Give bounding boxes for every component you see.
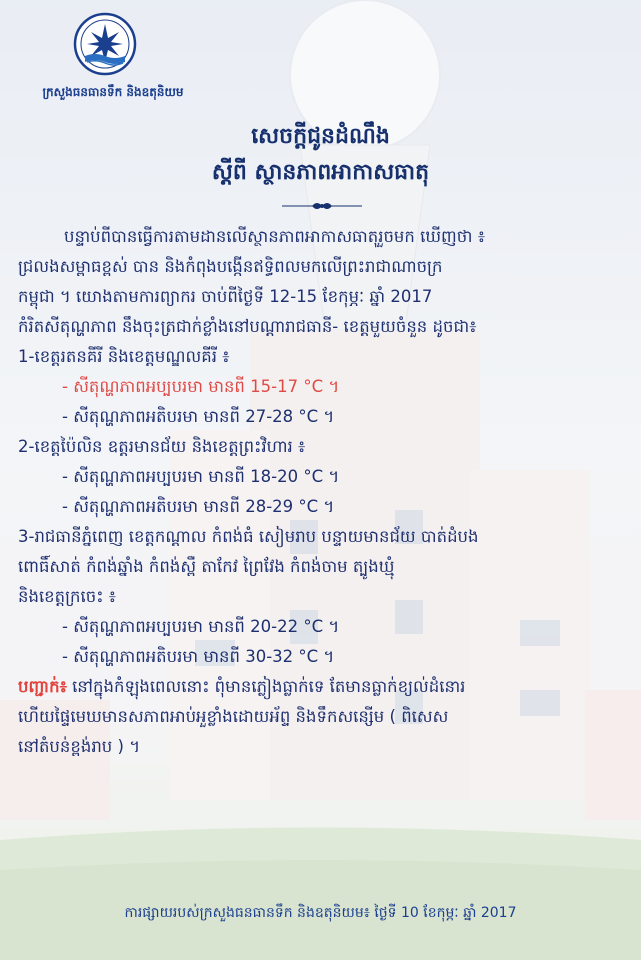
divider-ornament-icon (282, 200, 362, 212)
temperature-item: - សីតុណ្ហភាពអប្បបរមា មានពី 18-20 °C ។ (62, 467, 340, 486)
temperature-item: - សីតុណ្ហភាពអតិបរមា មានពី 30-32 °C ។ (62, 647, 335, 666)
group-heading: 3-រាជធានីភ្នំពេញ ខេត្តកណ្តាល កំពង់ធំ សៀមរាប បន្ទាយមានជ័យ បាត់ដំបង (18, 527, 479, 546)
ministry-name: ក្រសួងធនធានទឹក និងឧតុនិយម (42, 85, 184, 99)
group-heading-continued: និងខេត្តក្រចេះ ៖ (18, 587, 116, 606)
notice-subtitle: ស្តីពី ស្ថានភាពអាកាសធាតុ (211, 160, 430, 185)
note-line: នៅតំបន់ខ្ពង់រាប ) ។ (18, 737, 141, 756)
notice-title: សេចក្តីជូនដំណឹង (251, 124, 390, 149)
group-heading-continued: ពោធិ៍សាត់ កំពង់ឆ្នាំង កំពង់ស្ពឺ តាកែវ ព្រៃវែង កំពង់ចាម ត្បូងឃ្មុំ (18, 557, 395, 576)
ministry-logo (18, 8, 208, 108)
temperature-item: - សីតុណ្ហភាពអតិបរមា មានពី 27-28 °C ។ (62, 407, 335, 426)
temperature-item: - សីតុណ្ហភាពអតិបរមា មានពី 28-29 °C ។ (62, 497, 335, 516)
intro-line: កំរិតសីតុណ្ហភាព នឹងចុះត្រជាក់ខ្លាំងនៅបណ្តារាជធានី- ខេត្តមួយចំនួន ដូចជា៖ (18, 317, 477, 336)
note-line (18, 672, 630, 702)
footer-publication-note: ការផ្សាយរបស់ក្រសួងធនធានទឹក និងឧតុនិយម៖ ថ្ងៃទី 10 ខែកុម្ភៈ ឆ្នាំ 2017 (124, 905, 517, 921)
group-heading: 1-ខេត្តរតនគីរី និងខេត្តមណ្ឌលគីរី ៖ (18, 347, 230, 366)
temperature-item: - សីតុណ្ហភាពអប្បបរមា មានពី 15-17 °C ។ (62, 377, 340, 396)
group-heading: 2-ខេត្តប៉ៃលិន ឧត្តរមានជ័យ និងខេត្តព្រះវិហារ ៖ (18, 437, 306, 456)
notice-body (18, 222, 630, 762)
note-label: បញ្ជាក់៖ (18, 677, 67, 696)
ministry-emblem-icon (73, 12, 137, 76)
intro-line: ជ្រលងសម្ពាធខ្ពស់ បាន និងកំពុងបង្កើនឥទ្ធិពលមកលើព្រះរាជាណាចក្រ (18, 257, 443, 276)
note-text: នៅក្នុងកំឡុងពេលនោះ ពុំមានភ្លៀងធ្លាក់ទេ តែមានធ្លាក់ខ្យល់ដំនោរ (66, 677, 466, 696)
temperature-item: - សីតុណ្ហភាពអប្បបរមា មានពី 20-22 °C ។ (62, 617, 340, 636)
intro-line: បន្ទាប់ពីបានធ្វើការតាមដានលើស្ថានភាពអាកាសធាតុរួចមក ឃើញថា ៖ (64, 227, 485, 246)
note-line: ហើយផ្ទៃមេឃមានសភាពអាប់អួខ្លាំងដោយអ័ព្ទ និងទឹកសន្សើម ( ពិសេស (18, 707, 449, 726)
intro-line: កម្ពុជា ។ យោងតាមការព្យាករ ចាប់ពីថ្ងៃទី 12-15 ខែកុម្ភៈ ឆ្នាំ 2017 (18, 287, 433, 306)
